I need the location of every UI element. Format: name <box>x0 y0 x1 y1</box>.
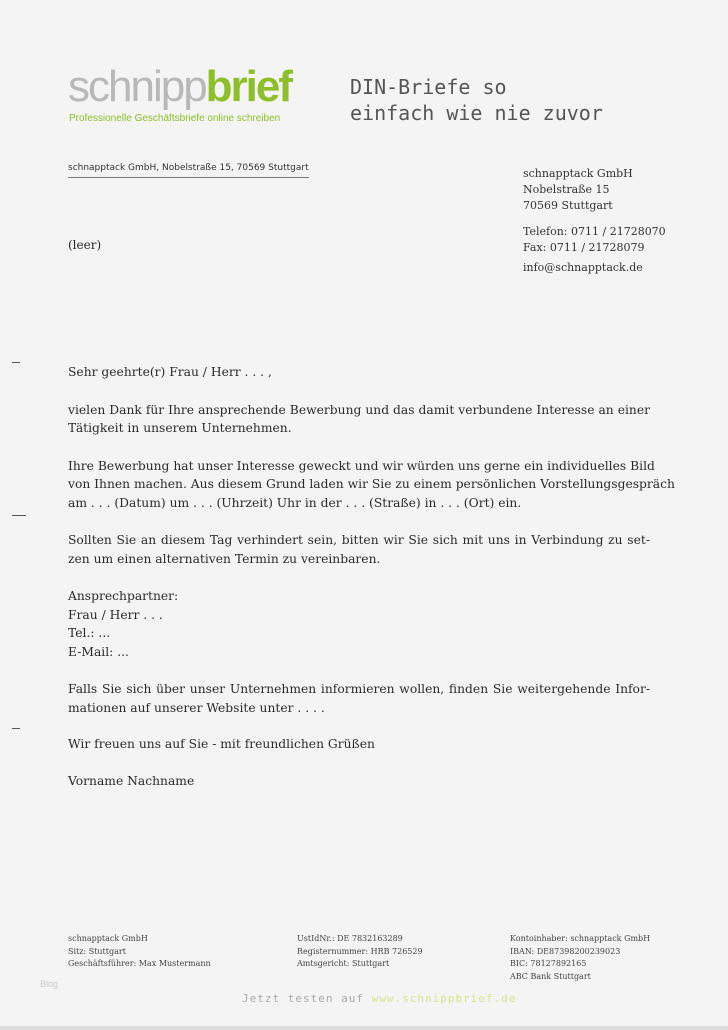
text-line: von Ihnen machen. Aus diesem Grund laden wir Sie zu einem persönlichen Vorstellungsgespräch <box>68 477 675 491</box>
address-line: 70569 Stuttgart <box>523 199 613 212</box>
letter-body <box>68 363 675 790</box>
closing: Wir freuen uns auf Sie - mit freundlichen Grüßen <box>68 737 375 751</box>
logo-part2: brief <box>205 62 292 111</box>
phone: Telefon: 0711 / 21728070 <box>523 225 666 238</box>
footer-registration <box>297 933 423 971</box>
text-line: Sollten Sie an diesem Tag verhindert sein, bitten wir Sie sich mit uns in Verbindung zu set- <box>68 533 650 547</box>
fax: Fax: 0711 / 21728079 <box>523 241 645 254</box>
promo-text <box>242 992 516 1005</box>
bottom-border <box>0 1026 728 1030</box>
punch-mark <box>12 515 26 516</box>
text-line: vielen Dank für Ihre ansprechende Bewerbung und das damit verbundene Interesse an einer <box>68 402 650 417</box>
contact-name: Frau / Herr . . . <box>68 607 163 622</box>
slogan <box>350 74 603 126</box>
fold-mark <box>12 728 20 729</box>
text-line: Tätigkeit in unserem Unternehmen. <box>68 421 292 435</box>
address-line: schnapptack GmbH <box>523 167 633 180</box>
slogan-line: DIN-Briefe so <box>350 75 507 99</box>
salutation: Sehr geehrte(r) Frau / Herr . . . , <box>68 365 272 379</box>
footer-line: Amtsgericht: Stuttgart <box>297 959 390 968</box>
contact-email: E-Mail: ... <box>68 644 129 659</box>
logo-part1: schnipp <box>68 62 206 111</box>
footer-bank <box>510 933 650 983</box>
company-address <box>523 166 666 276</box>
footer-line: UstIdNr.: DE 7832163289 <box>297 934 403 943</box>
text-line: am . . . (Datum) um . . . (Uhrzeit) Uhr in der . . . (Straße) in . . . (Ort) ein. <box>68 495 522 510</box>
promo-link[interactable]: www.schnippbrief.de <box>371 992 517 1005</box>
logo <box>68 62 291 112</box>
slogan-line: einfach wie nie zuvor <box>350 101 603 125</box>
text-line: Ihre Bewerbung hat unser Interesse geweckt und wir würden uns gerne ein individuelles Bild <box>68 458 655 473</box>
footer-company <box>68 933 211 971</box>
recipient-address: (leer) <box>68 238 102 252</box>
footer-line: BIC: 78127892165 <box>510 959 587 968</box>
text-line: Falls Sie sich über unser Unternehmen informieren wollen, finden Sie weitergehende Infor- <box>68 682 650 696</box>
footer-line: Geschäftsführer: Max Mustermann <box>68 959 211 968</box>
sender-line: schnapptack GmbH, Nobelstraße 15, 70569 Stuttgart <box>68 163 309 178</box>
address-line: Nobelstraße 15 <box>523 183 610 196</box>
footer-line: IBAN: DE87398200239023 <box>510 946 621 956</box>
footer-line: Kontoinhaber: schnapptack GmbH <box>510 934 651 943</box>
promo-label: Jetzt testen auf <box>242 992 372 1005</box>
footer-line: Sitz: Stuttgart <box>68 946 126 956</box>
email: info@schnapptack.de <box>523 261 643 274</box>
logo-tagline: Professionelle Geschäftsbriefe online schreiben <box>69 113 281 124</box>
signature: Vorname Nachname <box>68 773 195 788</box>
fold-mark <box>12 362 20 363</box>
footer-line: ABC Bank Stuttgart <box>510 971 591 981</box>
footer-line: Registernummer: HRB 726529 <box>297 946 423 956</box>
watermark: Blog <box>40 979 59 989</box>
contact-phone: Tel.: ... <box>68 626 111 640</box>
text-line: zen um einen alternativen Termin zu vereinbaren. <box>68 551 381 566</box>
text-line: mationen auf unserer Website unter . . . . <box>68 700 325 715</box>
contact-person: Ansprechpartner: <box>68 589 179 603</box>
footer-line: schnapptack GmbH <box>68 934 148 943</box>
